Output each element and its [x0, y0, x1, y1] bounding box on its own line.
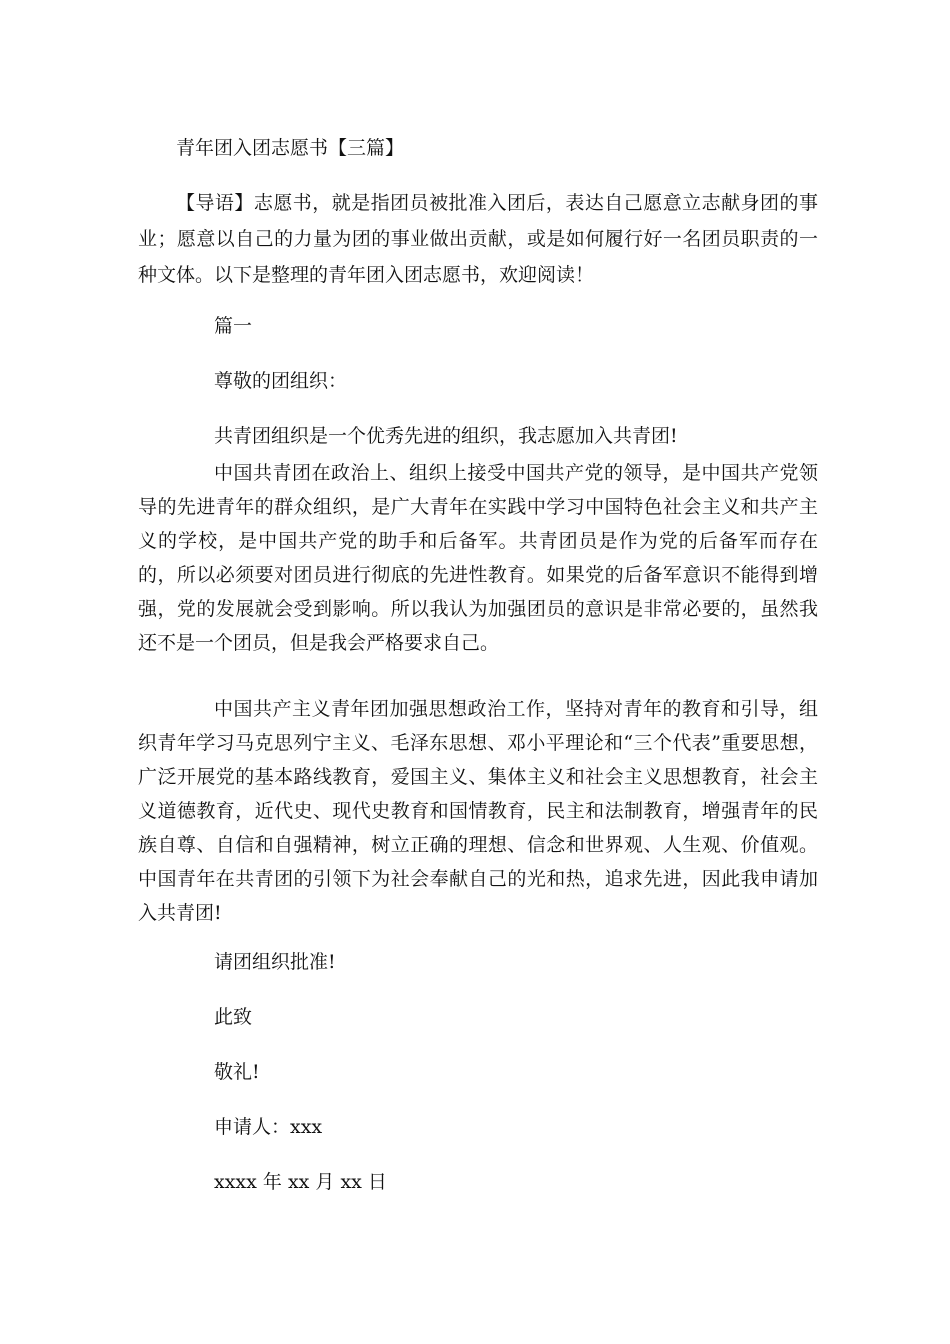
date-line: xxxx 年 xx 月 xx 日	[214, 1171, 387, 1193]
body-paragraph-1-text: 中国共青团在政治上、组织上接受中国共产党的领导，是中国共产党领导的先进青年的群众组织，是广大青年在实践中学习中国特色社会主义和共产主义的学校，是中国共产党的助手和后备军。共青团员是作为党的后备军而存在的，所以必须要对团员进行彻底的先进性教育。如果党的后备军意识不能得到增强，党的发展就会受到影响。所以我认为加强团员的意识是非常必要的，虽然我还不是一个团员，但是我会严格要求自己。	[138, 462, 818, 654]
document-title: 青年团入团志愿书【三篇】	[176, 137, 405, 159]
closing-line-2: 敬礼!	[214, 1061, 260, 1083]
intro-text: 【导语】志愿书，就是指团员被批准入团后，表达自己愿意立志献身团的事业；愿意以自己的力量为团的事业做出贡献，或是如何履行好一名团员职责的一种文体。以下是整理的青年团入团志愿书，欢迎阅读！	[138, 192, 818, 286]
closing-line-1: 此致	[214, 1006, 253, 1028]
request-line: 请团组织批准!	[214, 951, 336, 973]
body-paragraph-1	[138, 456, 818, 660]
body-paragraph-2	[138, 692, 818, 930]
declaration-line: 共青团组织是一个优秀先进的组织，我志愿加入共青团!	[214, 425, 678, 447]
salutation: 尊敬的团组织：	[214, 370, 348, 392]
section-heading: 篇一	[214, 315, 253, 337]
intro-paragraph	[138, 185, 818, 293]
body-paragraph-2-text: 中国共产主义青年团加强思想政治工作，坚持对青年的教育和引导，组织青年学习马克思列宁主义、毛泽东思想、邓小平理论和“三个代表”重要思想，广泛开展党的基本路线教育，爱国主义、集体主义和社会主义思想教育，社会主义道德教育，近代史、现代史教育和国情教育，民主和法制教育，增强青年的民族自尊、自信和自强精神，树立正确的理想、信念和世界观、人生观、价值观。中国青年在共青团的引领下为社会奉献自己的光和热，追求先进，因此我申请加入共青团!	[138, 698, 818, 924]
applicant-line: 申请人：xxx	[214, 1116, 323, 1138]
